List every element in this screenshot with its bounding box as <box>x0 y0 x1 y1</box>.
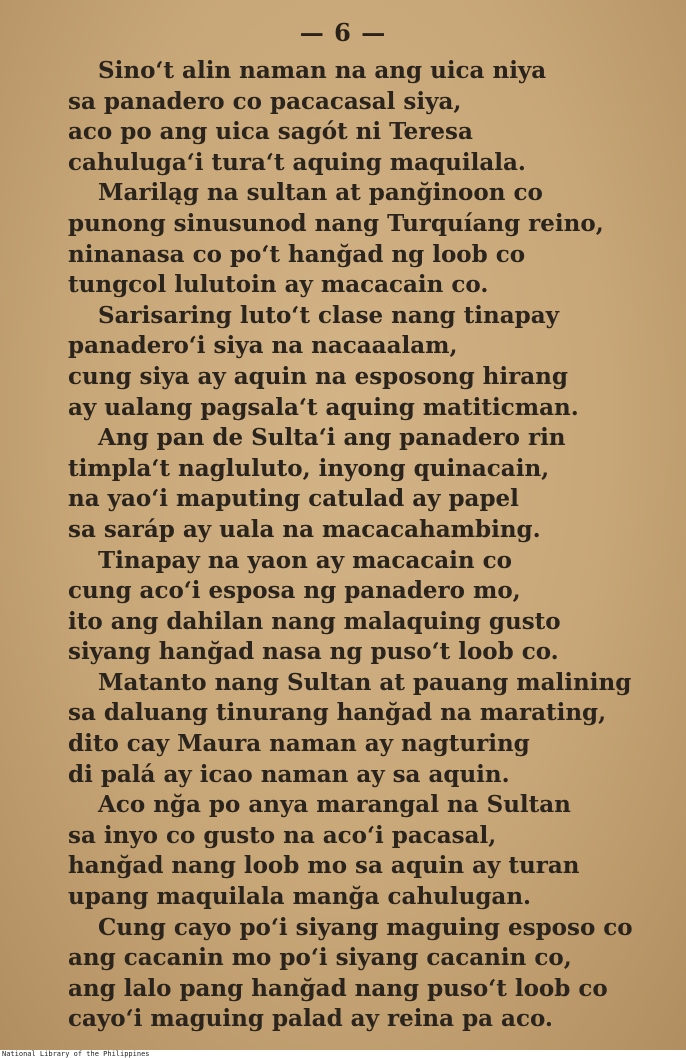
verse-line: Ang pan de Sulta‘i ang panadero rin <box>98 424 566 452</box>
verse-line: Mariląg na sultan at panğinoon co <box>98 179 543 207</box>
verse-line: ay ualang pagsala‘t aquing matiticman. <box>68 393 579 421</box>
verse-line: sa saráp ay uala na macacahambing. <box>68 515 541 543</box>
verse-line: Sarisaring luto‘t clase nang tinapay <box>98 301 559 329</box>
verse-line: sa inyo co gusto na aco‘i pacasal, <box>68 821 497 849</box>
verse-line: tungcol lulutoin ay macacain co. <box>68 271 489 299</box>
verse-line: cung siya ay aquin na esposong hirang <box>68 362 568 390</box>
stanza <box>68 423 678 545</box>
verse-line: na yao‘i maputing catulad ay papel <box>68 485 519 513</box>
verse-line: ito ang dahilan nang malaquing gusto <box>68 607 561 635</box>
verse-line: cahuluga‘i tura‘t aquing maquilala. <box>68 148 526 176</box>
verse-line: Tinapay na yaon ay macacain co <box>98 546 512 574</box>
verse-line: timpla‘t nagluluto, inyong quinacain, <box>68 454 550 482</box>
verse-line: Aco nğa po anya marangal na Sultan <box>98 791 571 819</box>
verse-line: panadero‘i siya na nacaaalam, <box>68 332 458 360</box>
verse-line: siyang hanğad nasa ng puso‘t loob co. <box>68 638 559 666</box>
verse-line: ninanasa co po‘t hanğad ng loob co <box>68 240 526 268</box>
verse-line: sa daluang tinurang hanğad na marating, <box>68 699 607 727</box>
verse-line: ang cacanin mo po‘i siyang cacanin co, <box>68 944 572 972</box>
verse-line: cayo‘i maguing palad ay reina pa aco. <box>68 1005 553 1033</box>
page-number: — 6 — <box>299 18 387 47</box>
verse-line: aco po ang uica sagót ni Teresa <box>68 118 473 146</box>
stanza <box>68 790 678 912</box>
stanza <box>68 301 678 423</box>
verse-line: punong sinusunod nang Turquíang reino, <box>68 209 604 237</box>
library-credit: National Library of the Philippines <box>2 1050 150 1058</box>
poem-body <box>68 56 678 1035</box>
stanza <box>68 56 678 178</box>
verse-line: cung aco‘i esposa ng panadero mo, <box>68 577 521 605</box>
stanza <box>68 546 678 668</box>
stanza <box>68 178 678 300</box>
verse-line: Cung cayo po‘i siyang maguing esposo co <box>98 913 633 941</box>
verse-line: sa panadero co pacacasal siya, <box>68 87 462 115</box>
verse-line: ang lalo pang hanğad nang puso‘t loob co <box>68 974 608 1002</box>
stanza <box>68 913 678 1035</box>
verse-line: Matanto nang Sultan at pauang malining <box>98 668 632 696</box>
verse-line: dito cay Maura naman ay nagturing <box>68 730 530 758</box>
stanza <box>68 668 678 790</box>
verse-line: upang maquilala manğa cahulugan. <box>68 883 532 911</box>
verse-line: hanğad nang loob mo sa aquin ay turan <box>68 852 580 880</box>
verse-line: Sino‘t alin naman na ang uica niya <box>98 57 547 84</box>
verse-line: di palá ay icao naman ay sa aquin. <box>68 760 510 788</box>
